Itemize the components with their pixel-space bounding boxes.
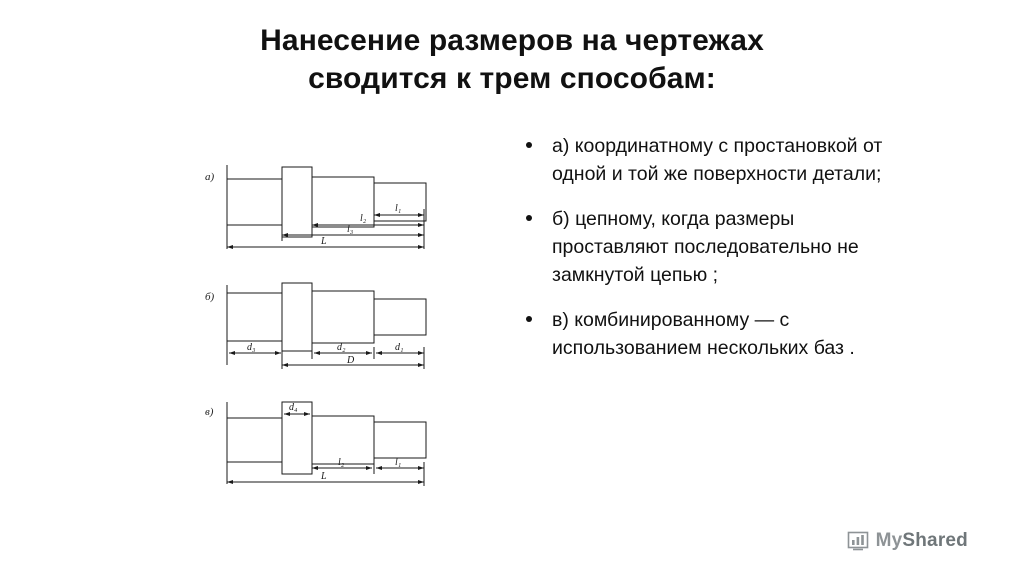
list-item-text: б) цепному, когда размеры проставляют последовательно не замкнутой цепью ; <box>552 208 859 286</box>
figure-c-dim-4: L <box>321 471 327 482</box>
page-title-line-2: сводится к трем способам: <box>308 62 716 96</box>
bullet-dot-icon <box>526 215 532 221</box>
figure-b-dim-3: d₁ <box>395 342 404 353</box>
figures-group <box>205 148 465 488</box>
figure-c-dim-3: l₁ <box>395 457 402 468</box>
figure-b-dim-4: D <box>347 355 355 366</box>
list-item <box>516 133 916 188</box>
bullet-dot-icon <box>526 316 532 322</box>
figure-b-drawing <box>205 273 465 383</box>
figure-b-dim-2: d₂ <box>337 342 346 353</box>
page-title-line-1: Нанесение размеров на чертежах <box>260 24 764 57</box>
figure-a <box>205 153 465 258</box>
list-item-text: а) координатному с простановкой от одной и той же поверхности детали; <box>552 135 883 185</box>
list-item <box>516 206 916 289</box>
figure-a-dim-1: l₁ <box>395 203 402 214</box>
figure-a-dim-4: L <box>321 236 327 247</box>
bullet-list <box>516 133 916 381</box>
figure-c-drawing <box>205 388 465 498</box>
bullet-dot-icon <box>526 142 532 148</box>
watermark <box>847 530 968 552</box>
watermark-text-my: My <box>875 530 903 551</box>
page-title <box>150 22 874 99</box>
figure-c-dim-1: d₄ <box>289 402 298 413</box>
figure-a-label: а) <box>205 171 215 183</box>
watermark-text <box>876 530 968 552</box>
figure-b <box>205 273 465 378</box>
list-item-text: в) комбинированному — с использованием нескольких баз . <box>552 309 855 360</box>
figure-b-dim-1: d₃ <box>247 342 256 353</box>
figure-c <box>205 388 465 493</box>
chart-icon <box>847 530 869 552</box>
figure-b-label: б) <box>205 291 215 303</box>
figure-c-label: в) <box>205 406 214 418</box>
figure-a-dim-3: l₃ <box>347 224 354 235</box>
figure-c-dim-2: l₂ <box>338 457 345 468</box>
watermark-text-shared: Shared <box>902 530 968 551</box>
list-item <box>516 307 916 362</box>
figure-a-drawing <box>205 153 465 263</box>
figure-a-dim-2: l₂ <box>360 213 367 224</box>
